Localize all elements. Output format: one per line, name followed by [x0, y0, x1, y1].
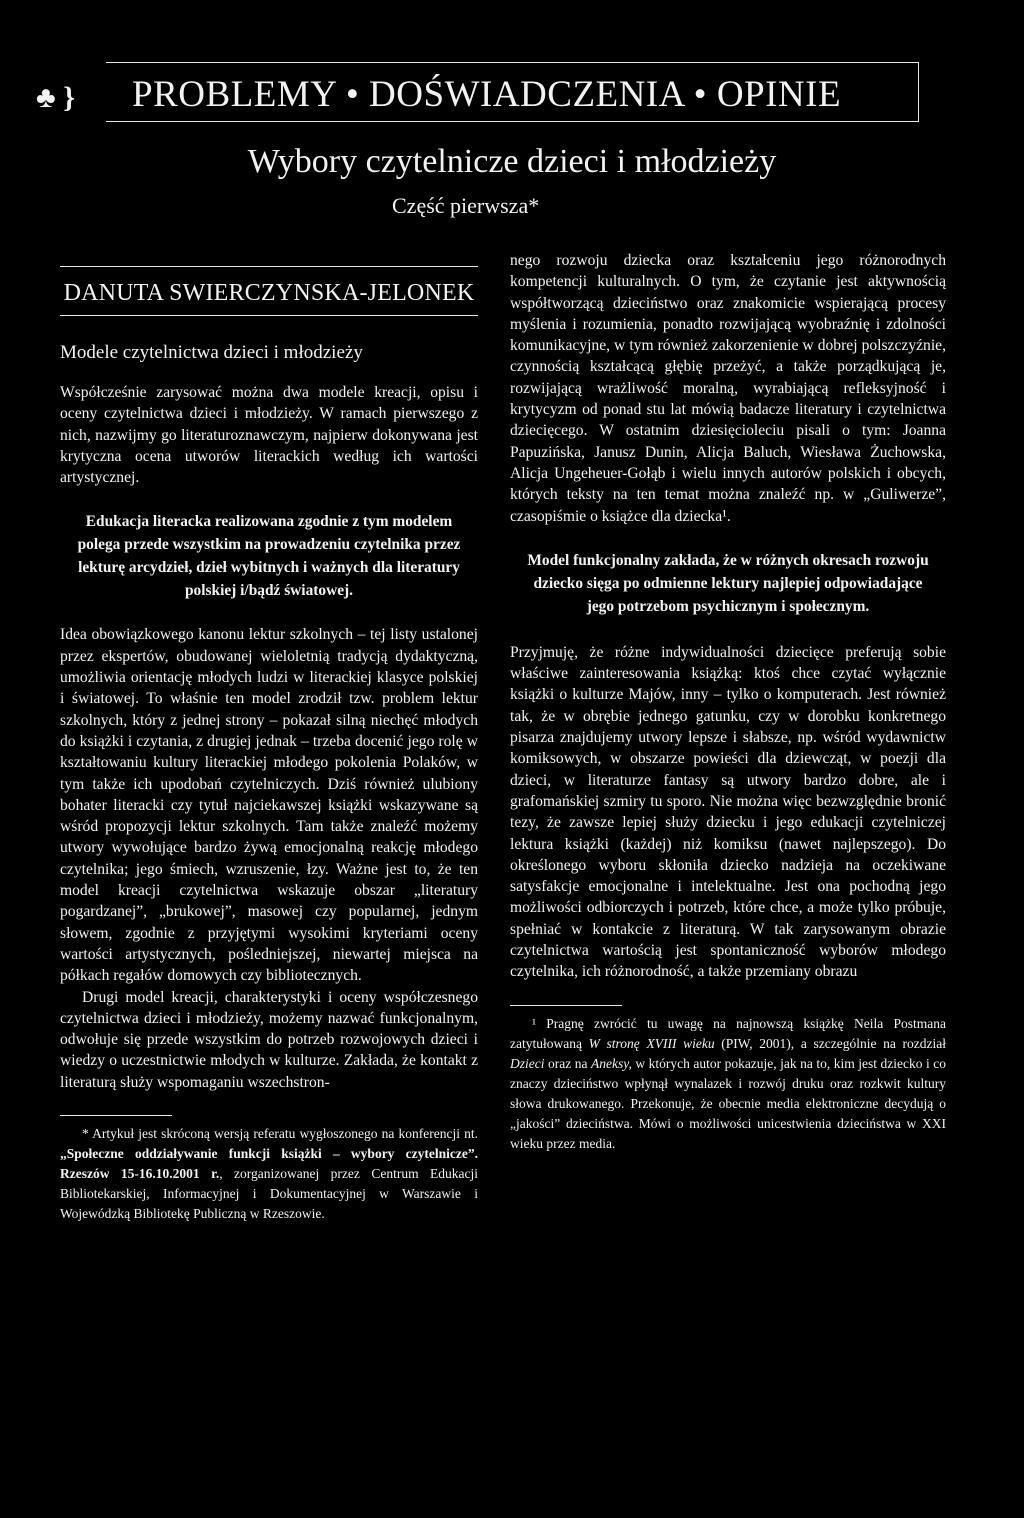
left-column [60, 250, 478, 1224]
paragraph: Współcześnie zarysować można dwa modele kreacji, opisu i oceny czytelnictwa dzieci i młodzieży. W ramach pierwszego z nich, nazwijmy go literaturoznawczym, najpierw dokonywana jest krytyczna ocena utworów literackich według ich wartości artystycznej. [60, 384, 478, 487]
section-heading: Modele czytelnictwa dzieci i młodzieży [60, 342, 363, 363]
article-title: Wybory czytelnicze dzieci i młodzieży [247, 143, 777, 180]
paragraph: nego rozwoju dziecka oraz kształceniu jego różnorodnych kompetencji kulturalnych. O tym, że czytanie jest aktywnością współtworzącą dzieciństwo oraz znakomicie wspierającą procesy myślenia i rozumienia, ponadto rozwijającą wyobraźnię i zdolności komunikacyjne, w tym również zakorzenienie w dobrej polszczyźnie, czynnością kształcącą głębię przeżyć, a także porządkującą je, rozwijającą wrażliwość moralną, wyrabiającą refleksyjność i krytycyzm od ponad stu lat mówią badacze literatury i czytelnictwa dziecięcego. W ostatnim dziesięcioleciu pisali o tym: Joanna Papuzińska, Janusz Dunin, Alicja Baluch, Wiesława Żuchowska, Alicja Ungeheuer-Gołąb i wielu innych autorów polskich i obcych, których teksty na ten temat można znaleźć np. w „Guliwerze”, czasopiśmie o książce dla dziecka¹. [510, 252, 946, 525]
footnote-appendix-title: Aneksy, [590, 1055, 632, 1071]
footnote-chapter-title: Dzieci [510, 1055, 545, 1071]
author-divider-bottom [60, 315, 478, 316]
footnote-text: * Artykuł jest skróconą wersją referatu wygłoszonego na konferencji nt. [82, 1126, 478, 1142]
paragraph: Idea obowiązkowego kanonu lektur szkolnych – tej listy ustalonej przez ekspertów, obudowanej wieloletnią tradycją dydaktyczną, umożliwia orientację młodych ludzi w literackiej klasyce polskiej i światowej. To właśnie ten model zrodził tzw. problem lektur szkolnych, który z jednej strony – pokazał silną niechęć młodych do książki i czytania, z drugiej jednak – trzeba docenić jego rolę w kształtowaniu kultury literackiej młodego pokolenia Polaków, w tym także ich upodobań czytelniczych. Dziś również ulubiony bohater literacki czy tytuł najciekawszej książki wskazywane są wśród propozycji lektur szkolnych. Tam także znaleźć możemy utwory wywołujące bardzo żywą emocjonalną reakcję młodego czytelnika; jego śmiech, wzruszenie, łzy. Ważne jest to, że ten model kreacji czytelnictwa wskazuje obszar „literatury pogardzanej”, „brukowej”, masowej czy popularnej, jednym słowem, zgodnie z przyjętymi wysokimi kryteriami oceny wartości artystycznych, pośledniejszej, niewartej miejsca na półkach regałów domowych czy bibliotecznych. [60, 626, 478, 985]
right-column [510, 250, 946, 1154]
section-ornament-icon: ♣ } [36, 81, 76, 114]
footnote [60, 1124, 478, 1224]
paragraph: Drugi model kreacji, charakterystyki i oceny współczesnego czytelnictwa dzieci i młodzieży, możemy nazwać funkcjonalnym, odwołuje się przede wszystkim do potrzeb rozwojowych dzieci i wiedzy o uczestnictwie młodych w kulturze. Zakłada, że kontakt z literaturą służy wspomaganiu wszechstron- [60, 988, 478, 1091]
footnote-text: (PIW, 2001), a szczególnie na rozdział [714, 1035, 946, 1051]
footnote-text: oraz na [544, 1055, 591, 1071]
footnote [510, 1014, 946, 1154]
footnote-conference: „Społeczne oddziaływanie funkcji książki – wybory czytelnicze”. Rzeszów 15-16.10.2001 r. [60, 1146, 478, 1182]
footnote-text: w których autor pokazuje, jak na to, kim jest dziecko i co znaczy dzieciństwo wpłynął wynalazek i rozwój druku oraz rozkwit kultury słowa drukowanego. Przekonuje, że obecnie media elektroniczne decydują o „jakości” dzieciństwa. Mówi o możliwości unicestwienia dzieciństwa w XXI wieku przez media. [510, 1055, 946, 1151]
author-name: DANUTA SWIERCZYNSKA-JELONEK [63, 280, 475, 306]
paragraph: Przyjmuję, że różne indywidualności dziecięce preferują sobie właściwe zainteresowania książką: ktoś chce czytać wyłącznie książki o kulturze Majów, inny – tylko o komputerach. Jest również tak, że w obrębie jednego gatunku, czy w dorobku konkretnego pisarza znajdujemy utwory lepsze i słabsze, np. wśród wydawnictw komiksowych, w obszarze powieści dla dziewcząt, w poezji dla dzieci, w literaturze fantasy są utwory bardzo dobre, ale i grafomańskiej szmiry tu sporo. Nie można więc bezwzględnie bronić tezy, że zawsze lepiej służy dziecku i jego edukacji czytelniczej lektura książki (każdej) niż komiksu (nawet najlepszego). Do określonego wyboru skłoniła dziecko nadzieja na oczekiwane satysfakcje emocjonalne i intelektualne. Jest ona pochodną jego możliwości odbiorczych i potrzeb, które chce, a może tylko próbuje, spełniać w kontakcie z literaturą. W tak zarysowanym obrazie czytelnictwa wartością jest spontaniczność wyborów młodego czytelnika, ich różnorodność, a także przemiany obrazu [510, 643, 946, 981]
footnote-text: , zorganizowanej przez Centrum Edukacji Bibliotekarskiej, Informacyjnej i Dokumentacyjnej w Warszawie i Wojewódzką Bibliotekę Publiczną w Rzeszowie. [60, 1166, 478, 1222]
pull-quote: Edukacja literacka realizowana zgodnie z tym modelem polega przede wszystkim na prowadzeniu czytelnika przez lekturę arcydzieł, dzieł wybitnych i ważnych dla literatury polskiej i/bądź światowej. [77, 513, 461, 600]
footnote-text: ¹ Pragnę zwrócić tu uwagę na najnowszą książkę Neila Postmana zatytułowaną [510, 1015, 946, 1051]
article-subtitle: Część pierwsza* [392, 193, 540, 218]
footnote-divider [60, 1115, 172, 1116]
author-divider-top [60, 266, 478, 267]
footnote-divider [510, 1005, 622, 1006]
footnote-book-title: W stronę XVIII wieku [588, 1035, 715, 1051]
section-header: PROBLEMY • DOŚWIADCZENIA • OPINIE [132, 74, 842, 115]
pull-quote: Model funkcjonalny zakłada, że w różnych okresach rozwoju dziecko sięga po odmienne lektury najlepiej odpowiadające jego potrzebom psychicznym i społecznym. [527, 551, 929, 615]
